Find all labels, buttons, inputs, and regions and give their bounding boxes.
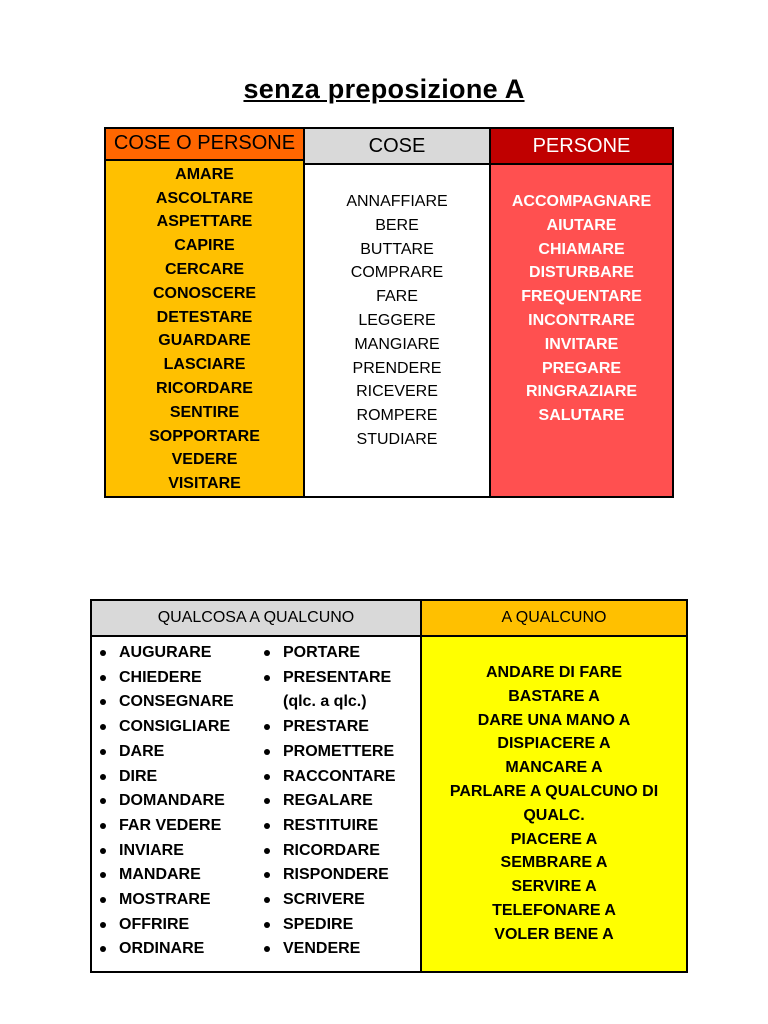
list-item xyxy=(98,888,256,913)
list-item-label: PRESENTARE xyxy=(283,668,392,686)
bullet-icon xyxy=(264,897,270,903)
bullet-icon xyxy=(100,922,106,928)
verb-item: PIACERE A xyxy=(510,830,598,848)
column-cose xyxy=(303,129,489,496)
verb-list xyxy=(305,165,489,496)
list-item-label: REGALARE xyxy=(283,792,373,810)
verb-item: PREGARE xyxy=(541,359,622,377)
list-item-label: RACCONTARE xyxy=(283,767,396,785)
bullet-icon xyxy=(264,848,270,854)
bullet-icon xyxy=(100,823,106,829)
verb-item: CERCARE xyxy=(164,261,245,279)
verb-item: ASPETTARE xyxy=(156,213,253,231)
list-item xyxy=(98,913,256,938)
list-item xyxy=(98,641,256,666)
verb-list xyxy=(422,637,686,971)
column-header: COSE O PERSONE xyxy=(106,129,303,161)
bullet-icon xyxy=(264,675,270,681)
verb-item: FARE xyxy=(376,288,418,306)
bullet-icon xyxy=(264,774,270,780)
list-item xyxy=(262,789,420,814)
verb-item: BUTTARE xyxy=(360,240,434,258)
list-item xyxy=(262,765,420,790)
bullet-list xyxy=(98,641,256,971)
list-item-label: AUGURARE xyxy=(119,644,212,661)
verb-item: COMPRARE xyxy=(350,264,444,282)
verb-item: INVITARE xyxy=(544,335,619,353)
verb-item: MANGIARE xyxy=(354,335,440,353)
verb-item: AIUTARE xyxy=(546,216,617,234)
bullet-icon xyxy=(100,897,106,903)
verb-item: BASTARE A xyxy=(508,687,600,705)
bullet-icon xyxy=(264,922,270,928)
verb-item: FREQUENTARE xyxy=(521,288,642,306)
list-item xyxy=(98,937,256,962)
list-item xyxy=(98,765,256,790)
list-item xyxy=(262,715,420,740)
list-item xyxy=(98,814,256,839)
list-item xyxy=(262,740,420,765)
verb-item: VISITARE xyxy=(168,475,241,493)
bullet-icon xyxy=(264,798,270,804)
bullet-icon xyxy=(100,848,106,854)
bullet-icon xyxy=(264,946,270,952)
verb-item: SEMBRARE A xyxy=(500,854,608,872)
column-header: QUALCOSA A QUALCUNO xyxy=(92,601,420,637)
verb-item: QUALC. xyxy=(523,806,585,824)
list-item xyxy=(98,789,256,814)
list-item xyxy=(262,913,420,938)
list-item-label: RICORDARE xyxy=(283,841,380,859)
bullet-icon xyxy=(264,749,270,755)
verb-item: DISTURBARE xyxy=(529,264,634,282)
verb-item: CAPIRE xyxy=(174,237,235,255)
verb-item: RINGRAZIARE xyxy=(525,383,638,401)
verb-item: CHIAMARE xyxy=(538,240,625,258)
list-item-label: DOMANDARE xyxy=(119,792,225,810)
list-item-label: PRESTARE xyxy=(283,718,369,736)
list-item-label: CONSIGLIARE xyxy=(119,718,231,736)
bullet-icon xyxy=(264,872,270,878)
list-item xyxy=(98,839,256,864)
list-item-label: PORTARE xyxy=(283,644,361,661)
list-item-label: ORDINARE xyxy=(119,940,205,958)
list-item xyxy=(98,715,256,740)
list-item-label: PROMETTERE xyxy=(283,742,395,760)
bullet-icon xyxy=(100,724,106,730)
list-item-label: MOSTRARE xyxy=(119,891,211,909)
column-header: COSE xyxy=(305,129,489,165)
verb-item: MANCARE A xyxy=(505,759,603,777)
verb-item: SALUTARE xyxy=(538,407,625,425)
list-item-label: OFFRIRE xyxy=(119,915,190,933)
list-item xyxy=(262,863,420,888)
bullet-icon xyxy=(264,823,270,829)
verb-item: AMARE xyxy=(175,165,234,183)
list-item xyxy=(262,839,420,864)
column-qualcosa-a-qualcuno xyxy=(92,601,420,971)
verb-item: LEGGERE xyxy=(358,311,436,329)
verb-item: SENTIRE xyxy=(169,403,240,421)
bullet-icon xyxy=(100,749,106,755)
list-item xyxy=(262,641,420,666)
verb-item: ANDARE DI FARE xyxy=(485,664,622,681)
column-persone xyxy=(489,129,672,496)
verb-item: DISPIACERE A xyxy=(497,735,611,753)
list-item xyxy=(98,740,256,765)
list-item-label: SCRIVERE xyxy=(283,891,365,909)
bullet-icon xyxy=(100,946,106,952)
verb-item: SOPPORTARE xyxy=(149,427,260,445)
list-item-label: CHIEDERE xyxy=(119,668,202,686)
list-item-label: SPEDIRE xyxy=(283,915,354,933)
list-item xyxy=(98,863,256,888)
list-item-label: INVIARE xyxy=(119,841,184,859)
list-item-label: RESTITUIRE xyxy=(283,816,379,834)
list-item-label: DARE xyxy=(119,742,165,760)
verb-item: RICEVERE xyxy=(356,383,438,401)
bullet-icon xyxy=(100,675,106,681)
table-senza-preposizione xyxy=(104,127,674,498)
bullet-icon xyxy=(264,724,270,730)
column-header: A QUALCUNO xyxy=(422,601,686,637)
bullet-icon xyxy=(100,798,106,804)
verb-item: ROMPERE xyxy=(356,407,438,425)
bullet-icon xyxy=(100,650,106,656)
list-item-note xyxy=(262,690,420,715)
bullet-icon xyxy=(100,774,106,780)
column-cose-o-persone xyxy=(106,129,303,496)
verb-item: ASCOLTARE xyxy=(155,189,254,207)
verb-item: CONOSCERE xyxy=(152,284,257,302)
list-item xyxy=(262,888,420,913)
list-item xyxy=(262,937,420,962)
column-header: PERSONE xyxy=(491,129,672,165)
verb-list xyxy=(491,165,672,496)
verb-item: ANNAFFIARE xyxy=(346,193,448,210)
verb-item: PARLARE A QUALCUNO DI xyxy=(449,782,659,800)
bullet-icon xyxy=(100,872,106,878)
verb-item: STUDIARE xyxy=(356,430,438,448)
table-preposizione-a xyxy=(90,599,688,973)
list-item-label: VENDERE xyxy=(283,940,361,958)
list-item xyxy=(98,690,256,715)
list-item xyxy=(262,666,420,691)
bullet-list xyxy=(262,641,420,971)
verb-item: INCONTRARE xyxy=(528,311,635,329)
list-item-label: (qlc. a qlc.) xyxy=(283,693,367,711)
verb-item: DETESTARE xyxy=(156,308,253,326)
list-item-label: CONSEGNARE xyxy=(119,693,234,711)
list-item-label: DIRE xyxy=(119,767,158,785)
verb-item: LASCIARE xyxy=(163,356,246,374)
verb-item: ACCOMPAGNARE xyxy=(511,193,652,210)
verb-item: TELEFONARE A xyxy=(492,901,616,919)
verb-item: VEDERE xyxy=(171,451,238,469)
verb-item: DARE UNA MANO A xyxy=(477,711,631,729)
list-item xyxy=(98,666,256,691)
bullet-icon xyxy=(264,650,270,656)
verb-item: BERE xyxy=(375,216,419,234)
bullet-lists xyxy=(92,637,420,971)
list-item-label: FAR VEDERE xyxy=(119,816,222,834)
page-title: senza preposizione A xyxy=(243,74,525,104)
verb-item: RICORDARE xyxy=(156,380,253,398)
verb-item: PRENDERE xyxy=(352,359,442,377)
list-item-label: RISPONDERE xyxy=(283,866,389,884)
list-item-label: MANDARE xyxy=(119,866,201,884)
bullet-icon xyxy=(100,699,106,705)
verb-item: SERVIRE A xyxy=(511,878,597,896)
list-item xyxy=(262,814,420,839)
verb-item: GUARDARE xyxy=(158,332,251,350)
verb-item: VOLER BENE A xyxy=(494,925,614,943)
column-a-qualcuno xyxy=(420,601,686,971)
verb-list xyxy=(106,161,303,496)
